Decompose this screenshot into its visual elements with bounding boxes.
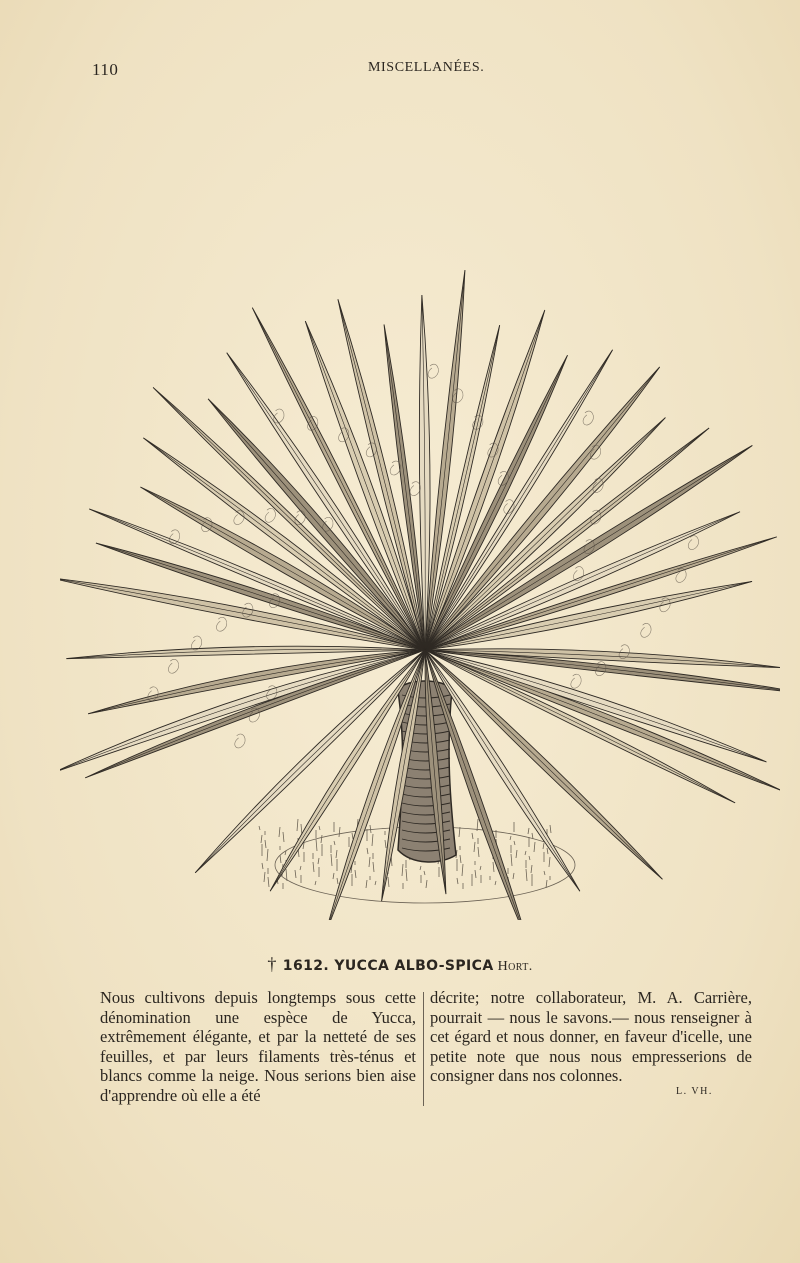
filament [235,734,245,748]
grass-blade [370,825,371,833]
grass-blade [457,878,458,884]
grass-blade [259,826,260,830]
filament [571,674,581,688]
leaf [89,509,425,650]
grass-blade [369,857,370,867]
grass-blade [300,866,301,870]
grass-blade [261,835,262,843]
grass-blade [460,855,461,863]
grass-blade [549,857,550,867]
dagger-mark: † [267,954,277,974]
caption-title: 1612. YUCCA ALBO-SPICA [282,958,494,974]
article-right-column: décrite; notre collaborateur, M. A. Carrière, pourrait — nous le savons.— nous renseigner à cet égard et nous donner, en faveur d'icelle, une petite note que nous nous empresserions de consigner dans nos colonnes. [430,988,752,1086]
grass-blade [516,850,517,858]
grass-blade [375,881,376,885]
filament [583,411,593,425]
grass-blade [511,854,512,866]
grass-blade [462,864,463,876]
grass-blade [313,862,314,872]
filament [688,536,698,550]
grass-blade [514,841,515,845]
grass-blade [339,827,340,837]
grass-blade [303,843,304,849]
grass-blade [493,862,494,872]
caption-authority: Hort. [497,959,533,974]
grass-blade [480,866,481,870]
filament [265,508,275,522]
grass-blade [336,850,337,858]
grass-blade [321,835,322,843]
grass-blade [264,872,265,882]
yucca-engraving-icon [60,130,780,920]
grass-blade [355,870,356,878]
page-number: 110 [92,60,119,79]
grass-blade [337,878,338,884]
grass-blade [267,849,268,861]
figure-caption [0,954,800,975]
grass-blade [513,873,514,879]
grass-blade [318,858,319,864]
grass-blade [367,848,368,854]
grass-blade [544,871,545,875]
grass-blade [526,869,527,881]
grass-blade [331,854,332,866]
grass-blade [472,833,473,839]
grass-blade [366,880,367,888]
grass-blade [424,871,425,875]
grass-blade [475,870,476,878]
running-title: MISCELLANÉES. [368,60,485,75]
filament [216,617,226,631]
grass-blade [547,848,548,854]
grass-blade [529,856,530,860]
grass-blade [265,840,266,848]
grass-blade [426,880,427,888]
grass-blade [525,851,526,855]
running-header [0,60,800,84]
article-left-column: Nous cultivons depuis longtemps sous cette dénomination une espèce de Yucca, extrêmement élégante, et par la netteté de ses feuilles, et par leurs filaments très-ténus et blancs comme la neige. Nous serions bien aise d'apprendre où elle a été [100,988,416,1105]
grass-blade [388,877,389,887]
grass-blade [279,827,280,837]
grass-blade [402,864,403,876]
grass-blade [385,840,386,848]
grass-blade [334,841,335,845]
grass-blade [459,827,460,837]
grass-blade [474,842,475,852]
grass-blade [406,869,407,881]
author-signature: L. VH. [676,1086,713,1097]
grass-blade [550,825,551,833]
grass-blade [478,847,479,857]
grass-blade [295,870,296,878]
grass-blade [262,863,263,869]
grass-blade [420,866,421,870]
grass-blade [372,834,373,846]
column-divider [423,992,424,1106]
filament [410,482,420,496]
grass-blade [534,842,535,852]
grass-blade [283,832,284,842]
leaf [85,650,425,778]
filament [428,364,438,378]
grass-blade [373,862,374,872]
grass-blade [495,881,496,885]
grass-blade [268,877,269,887]
filament [191,636,201,650]
filament [168,659,178,673]
grass-blade [315,881,316,885]
grass-blade [510,836,511,840]
grass-blade [297,819,298,831]
grass-blade [531,865,532,873]
leaf-rib [425,537,777,650]
grass-blade [333,873,334,879]
grass-blade [352,833,353,839]
grass-blade [316,839,317,851]
grass-blade [528,828,529,834]
grass-blade [280,855,281,863]
grass-blade [543,843,544,849]
filament [641,623,651,637]
grass-blade [319,826,320,830]
